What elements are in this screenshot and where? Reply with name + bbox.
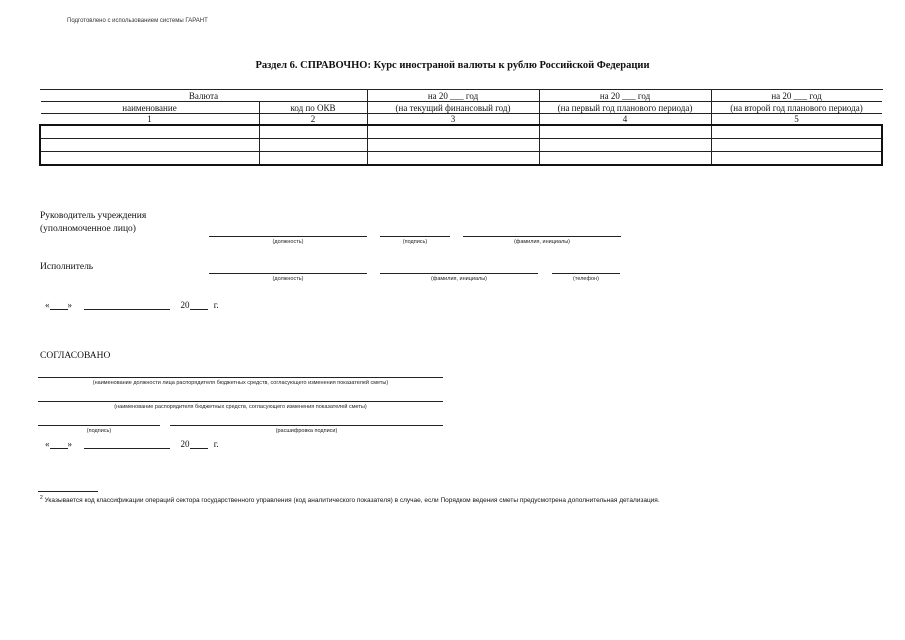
date-day-blank[interactable] <box>50 440 68 449</box>
table-cell[interactable] <box>711 125 882 139</box>
head-label-sub: (уполномоченное лицо) <box>40 224 136 234</box>
date-field[interactable] <box>45 300 219 310</box>
col5-header: на 20 ___ год <box>711 90 882 102</box>
page-title: Раздел 6. СПРАВОЧНО: Курс иностраной валюты к рублю Российской Федерации <box>255 60 650 71</box>
head-signature-caption: (подпись) <box>402 239 428 245</box>
exec-phone-caption: (телефон) <box>573 276 599 282</box>
approval-signature-line[interactable] <box>38 425 160 426</box>
garant-note: Подготовлено с использованием системы ГАРАНТ <box>67 18 208 24</box>
table-cell[interactable] <box>40 139 259 152</box>
head-label: Руководитель учреждения <box>40 211 147 221</box>
table-cell[interactable] <box>711 139 882 152</box>
date-year-prefix: 20 <box>180 300 190 310</box>
date-open-quote: « <box>45 300 50 310</box>
footnote-text: Указывается код классификации операций сектора государственного управления (код аналитического показателя) в случае, если Порядком ведения сметы предусмотрена дополнительная детализация. <box>44 497 660 505</box>
name-header: наименование <box>40 102 259 114</box>
head-name-line[interactable] <box>463 236 621 237</box>
date-close-quote: » <box>67 300 72 310</box>
exec-name-caption: (фамилия, инициалы) <box>430 276 488 282</box>
date-year-prefix: 20 <box>180 439 190 449</box>
table-cell[interactable] <box>259 152 367 166</box>
col3-header: на 20 ___ год <box>367 90 539 102</box>
approval-name-caption: (наименование распорядителя бюджетных средств, согласующего изменения показателей сметы) <box>114 404 367 410</box>
date-open-quote: « <box>45 439 50 449</box>
approval-position-line[interactable] <box>38 377 443 378</box>
table-cell[interactable] <box>539 139 711 152</box>
executor-label: Исполнитель <box>40 262 94 272</box>
footnote-mark: 2 <box>40 495 43 501</box>
col3-subheader: (на текущий финансовый год) <box>367 102 539 114</box>
head-position-line[interactable] <box>209 236 367 237</box>
table-cell[interactable] <box>259 139 367 152</box>
col-number: 2 <box>259 114 367 126</box>
table-cell[interactable] <box>40 125 259 139</box>
date-close-quote: » <box>67 439 72 449</box>
head-signature-line[interactable] <box>380 236 450 237</box>
date-month-blank[interactable] <box>84 440 170 449</box>
date-year-blank[interactable] <box>190 440 208 449</box>
col-number: 4 <box>539 114 711 126</box>
col-number: 5 <box>711 114 882 126</box>
head-name-caption: (фамилия, инициалы) <box>513 239 571 245</box>
date-suffix: г. <box>213 439 219 449</box>
approval-position-caption: (наименование должности лица распорядителя бюджетных средств, согласующего изменения показателей сметы) <box>92 380 389 386</box>
col-number: 1 <box>40 114 259 126</box>
approval-signature-caption: (подпись) <box>86 428 112 434</box>
footnote-separator <box>38 491 98 492</box>
head-position-caption: (должность) <box>272 239 304 245</box>
currency-rate-table <box>39 89 883 166</box>
col4-subheader: (на первый год планового периода) <box>539 102 711 114</box>
approval-name-line[interactable] <box>38 401 443 402</box>
table-cell[interactable] <box>539 152 711 166</box>
exec-phone-line[interactable] <box>552 273 620 274</box>
table-cell[interactable] <box>539 125 711 139</box>
table-cell[interactable] <box>367 152 539 166</box>
date-suffix: г. <box>213 300 219 310</box>
okv-header: код по ОКВ <box>259 102 367 114</box>
col5-subheader: (на второй год планового периода) <box>711 102 882 114</box>
table-cell[interactable] <box>40 152 259 166</box>
approval-date-field[interactable] <box>45 439 219 449</box>
exec-position-caption: (должность) <box>272 276 304 282</box>
col-number: 3 <box>367 114 539 126</box>
table-cell[interactable] <box>367 139 539 152</box>
date-year-blank[interactable] <box>190 301 208 310</box>
date-month-blank[interactable] <box>84 301 170 310</box>
approval-decode-line[interactable] <box>170 425 443 426</box>
currency-header: Валюта <box>40 90 367 102</box>
table-cell[interactable] <box>259 125 367 139</box>
approval-title: СОГЛАСОВАНО <box>40 351 111 361</box>
date-day-blank[interactable] <box>50 301 68 310</box>
exec-position-line[interactable] <box>209 273 367 274</box>
footnote <box>40 495 660 504</box>
table-cell[interactable] <box>367 125 539 139</box>
col4-header: на 20 ___ год <box>539 90 711 102</box>
approval-decode-caption: (расшифровка подписи) <box>275 428 338 434</box>
exec-name-line[interactable] <box>380 273 538 274</box>
table-cell[interactable] <box>711 152 882 166</box>
